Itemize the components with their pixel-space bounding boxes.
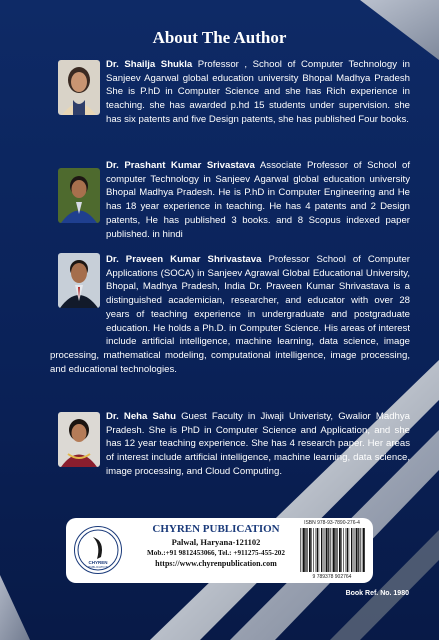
barcode-bar (300, 528, 301, 572)
author-name: Dr. Prashant Kumar Srivastava (106, 160, 255, 171)
quill-icon (93, 537, 102, 559)
barcode-bar (362, 528, 363, 572)
barcode-bar (349, 528, 350, 572)
publisher-contact: Mob.:+91 9812453066, Tel.: +911275-455-202 (147, 549, 285, 557)
author-name: Dr. Neha Sahu (106, 411, 176, 422)
barcode-bar (321, 528, 322, 572)
barcode-bar (355, 528, 356, 572)
author-bio-shrivastava-text (50, 253, 410, 376)
photo-spacer (50, 410, 106, 466)
author-bio-srivastava (106, 159, 410, 241)
publisher-address: Palwal, Haryana-121102 (171, 537, 261, 547)
publisher-website[interactable]: https://www.chyrenpublication.com (155, 559, 277, 568)
barcode-bar (307, 528, 308, 572)
barcode-bar (317, 528, 318, 572)
barcode-bar (330, 528, 331, 572)
isbn-text: ISBN 978-93-7890-276-4 (304, 520, 360, 526)
logo-text: CHYREN (88, 560, 108, 565)
author-photo (58, 60, 100, 115)
barcode-bar (360, 528, 361, 572)
barcode-bar (332, 528, 333, 572)
barcode-bar (343, 528, 344, 572)
barcode-bar (333, 528, 335, 572)
author-name: Dr. Shailja Shukla (106, 59, 193, 70)
author-bio-sahu (50, 410, 410, 479)
barcode-bar (323, 528, 324, 572)
author-photo (58, 168, 100, 223)
barcode-bar (302, 528, 303, 572)
barcode-bar (316, 528, 317, 572)
barcode-bar (309, 528, 311, 572)
author-bio-shukla (106, 58, 410, 127)
barcode-bar (363, 528, 365, 572)
barcode-bar (339, 528, 341, 572)
publisher-details (136, 523, 296, 568)
barcode-bar (358, 528, 359, 572)
publisher-logo (74, 526, 122, 574)
barcode-bar (356, 528, 358, 572)
barcode-bar (303, 528, 305, 572)
isbn-number: 9 789378 902764 (312, 574, 352, 580)
author-description: Professor School of Computer Applications (SOCA) in Sanjeev Agrawal Global Educational University, Bhopal, Madhya Pradesh, India Dr. Praveen Kumar Shrivastava is a distinguished academician, researcher, and educator with over 28 years of teaching experience in undergraduate and postgraduate education. He holds a Ph.D. in Computer Science. His areas of interest include artificial intelligence, machine learning, data science, image processing, mathematical modeling, computational intelligence, image processing, and educational technologies. (50, 254, 410, 375)
barcode-bar (346, 528, 347, 572)
barcode-bar (311, 528, 312, 572)
page-title: About The Author (152, 28, 287, 47)
author-description: Guest Faculty in Jiwaji Univeristy, Gwalior Madhya Pradesh. She is PhD in Computer Science and Application, and she has 12 year teaching experience. She has 4 research paper. Her areas of interest include artificial intelligence, machine learning, data science, image processing, and Cloud Computing. (106, 411, 410, 477)
barcode-bar (353, 528, 354, 572)
barcode (298, 528, 366, 574)
barcode-bar (328, 528, 329, 572)
publisher-name: CHYREN PUBLICATION (152, 523, 280, 535)
barcode-bar (319, 528, 320, 572)
barcode-bar (325, 528, 326, 572)
barcode-bar (351, 528, 352, 572)
logo-subtext: PUBLICATION (88, 565, 108, 569)
barcode-bar (341, 528, 342, 572)
barcode-bar (326, 528, 328, 572)
author-name: Dr. Praveen Kumar Shrivastava (106, 254, 262, 265)
photo-spacer (50, 253, 106, 337)
barcode-bar (347, 528, 348, 572)
barcode-bar (337, 528, 338, 572)
publisher-box (66, 518, 373, 583)
barcode-bar (335, 528, 336, 572)
barcode-bar (313, 528, 314, 572)
author-description: Associate Professor of School of computer Technology in Sanjeev Agarwal global education university Bhopal Madhya Pradesh. He is P.hD in Computer Engineering and He has 18 year experience in teaching. He has 4 patents and 2 Design patents, He has published 3 books. and 8 Scopus indexed paper published. in hindi (106, 160, 410, 240)
book-reference: Book Ref. No. 1980 (345, 590, 409, 597)
author-description: Professor , School of Computer Technology in Sanjeev Agarwal global education university Bhopal Madhya Pradesh She is P.hD in Computer Science and she has Rich experience in teaching. she has awarded p.hd 15 students under supervision. she has six patents and five Design patents, she has published Four books. (106, 59, 411, 125)
barcode-bar (305, 528, 306, 572)
